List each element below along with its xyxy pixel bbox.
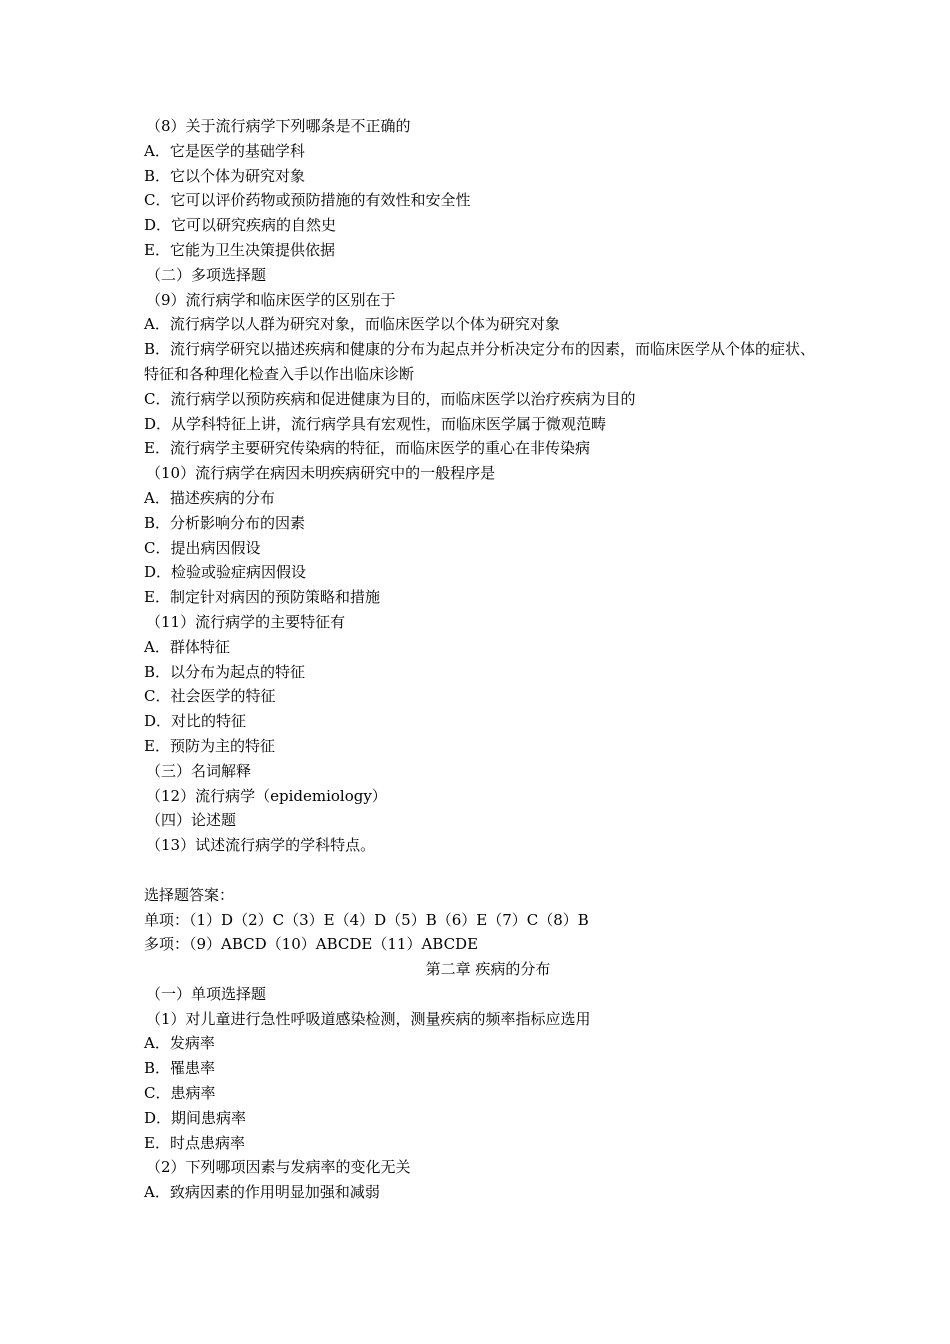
- section-heading-multiple-choice: （二）多项选择题: [146, 265, 267, 284]
- question-2: （2）下列哪项因素与发病率的变化无关: [146, 1158, 411, 1177]
- section-heading-essay: （四）论述题: [146, 811, 237, 830]
- blank-line: [144, 858, 820, 883]
- option-e: E．制定针对病因的预防策略和措施: [144, 588, 380, 607]
- option-b: B．以分布为起点的特征: [144, 662, 306, 681]
- option-c: C．患病率: [144, 1084, 216, 1103]
- option-e: E．预防为主的特征: [144, 736, 275, 755]
- option-c: C．流行病学以预防疾病和促进健康为目的，而临床医学以治疗疾病为目的: [144, 389, 636, 408]
- option-d: D．从学科特征上讲，流行病学具有宏观性，而临床医学属于微观范畴: [144, 414, 607, 433]
- option-b: B．它以个体为研究对象: [144, 166, 306, 185]
- option-a: A．群体特征: [144, 637, 230, 656]
- option-b: B．分析影响分布的因素: [144, 513, 306, 532]
- chapter-heading: 第二章 疾病的分布: [425, 960, 551, 979]
- answers-title: 选择题答案：: [144, 885, 235, 904]
- question-12: （12）流行病学（epidemiology）: [146, 786, 387, 805]
- question-10: （10）流行病学在病因未明疾病研究中的一般程序是: [146, 464, 496, 483]
- answers-multiple: 多项：（9）ABCD（10）ABCDE（11）ABCDE: [144, 935, 479, 954]
- question-1: （1）对儿童进行急性呼吸道感染检测，测量疾病的频率指标应选用: [146, 1009, 591, 1028]
- option-a: A．它是医学的基础学科: [144, 141, 305, 160]
- question-11: （11）流行病学的主要特征有: [146, 612, 346, 631]
- option-a: A．流行病学以人群为研究对象，而临床医学以个体为研究对象: [144, 315, 560, 334]
- option-b: B．流行病学研究以描述疾病和健康的分布为起点并分析决定分布的因素，而临床医学从个体的症状、特征和各种理化检查入手以作出临床诊断: [144, 340, 816, 383]
- option-d: D．它可以研究疾病的自然史: [144, 216, 337, 235]
- question-8: （8）关于流行病学下列哪条是不正确的: [146, 117, 411, 135]
- option-d: D．期间患病率: [144, 1108, 247, 1127]
- option-b: B．罹患率: [144, 1059, 216, 1078]
- option-a: A．致病因素的作用明显加强和减弱: [144, 1183, 380, 1202]
- section-heading-single-choice: （一）单项选择题: [146, 984, 267, 1003]
- option-c: C．提出病因假设: [144, 538, 261, 557]
- document-body: [144, 114, 820, 1205]
- option-a: A．发病率: [144, 1034, 215, 1053]
- option-e: E．它能为卫生决策提供依据: [144, 240, 335, 259]
- option-a: A．描述疾病的分布: [144, 488, 275, 507]
- option-d: D．对比的特征: [144, 712, 247, 731]
- section-heading-term-definition: （三）名词解释: [146, 761, 252, 780]
- option-c: C．社会医学的特征: [144, 687, 276, 706]
- question-9: （9）流行病学和临床医学的区别在于: [146, 290, 396, 309]
- option-d: D．检验或验症病因假设: [144, 563, 307, 582]
- question-13: （13）试述流行病学的学科特点。: [146, 836, 376, 855]
- option-e: E．时点患病率: [144, 1133, 245, 1152]
- answers-single: 单项：（1）D（2）C（3）E（4）D（5）B（6）E（7）C（8）B: [144, 910, 589, 929]
- option-e: E．流行病学主要研究传染病的特征，而临床医学的重心在非传染病: [144, 439, 590, 458]
- option-c: C．它可以评价药物或预防措施的有效性和安全性: [144, 191, 471, 210]
